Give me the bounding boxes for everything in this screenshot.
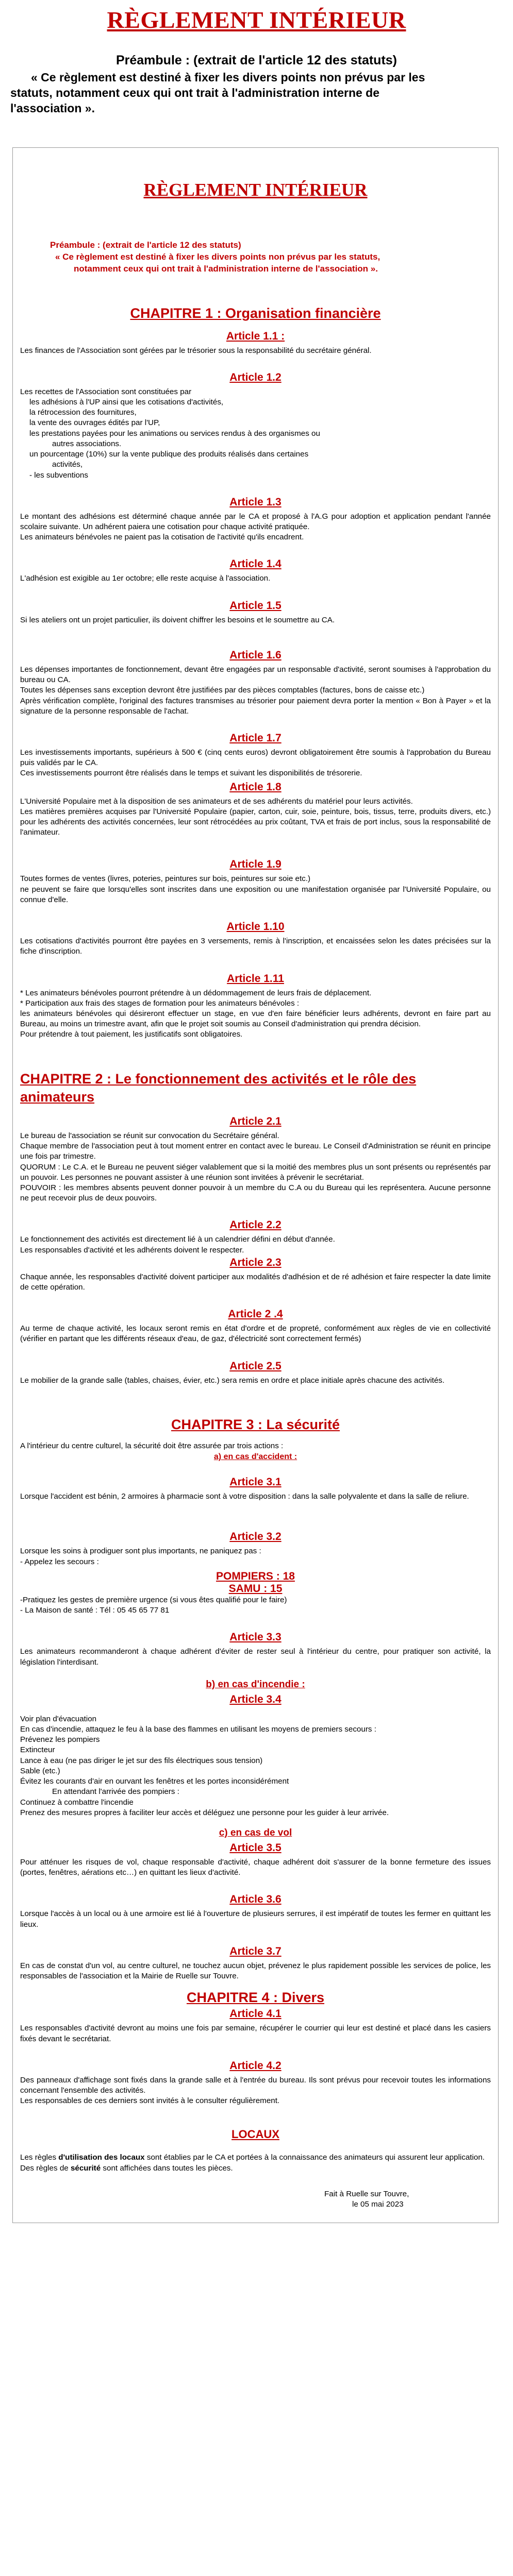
article-1-9-text: Toutes formes de ventes (livres, poteries, peintures sur bois, peintures sur soie etc.) [20, 874, 311, 884]
article-3-4-line: Extincteur [20, 1745, 55, 1755]
article-1-8-text: Les matières premières acquises par l'Université Populaire (papier, carton, cuir, soie, peinture, bois, tissus, terre, produits divers, etc.) pour les adhérents des activités concernées, leur sont rétrocédées au prix coûtant, TVA et frais de port inclus, sous la responsabilité de l'animateur. [20, 807, 491, 837]
article-4-2-text: Les responsables de ces derniers sont invités à le consulter régulièrement. [20, 2096, 280, 2106]
locaux-text-bold: sécurité [70, 2163, 101, 2173]
article-1-1-text: Les finances de l'Association sont gérées par le trésorier sous la responsabilité du secrétaire général. [20, 346, 372, 355]
preamble-text [10, 70, 503, 116]
article-1-2-line: la rétrocession des fournitures, [29, 408, 137, 417]
article-2-5-text: Le mobilier de la grande salle (tables, chaises, évier, etc.) sera remis en ordre et place initiale après chacune des activités. [20, 1376, 445, 1385]
article-1-11-text: * Participation aux frais des stages de formation pour les animateurs bénévoles : [20, 998, 300, 1008]
article-1-8-title: Article 1.8 [229, 781, 282, 793]
article-1-2-line: un pourcentage (10%) sur la vente publique des produits réalisés dans certaines [29, 450, 309, 459]
article-3-3-title: Article 3.3 [229, 1631, 282, 1643]
signature-place: Fait à Ruelle sur Touvre, [324, 2189, 409, 2198]
article-4-1-text: Les responsables d'activité devront au moins une fois par semaine, récupérer le courrier qui leur est destiné et placé dans les casiers fixés devant le secrétariat. [20, 2024, 491, 2043]
article-1-2-title: Article 1.2 [229, 371, 282, 383]
inner-preamble-line: notamment ceux qui ont trait à l'administration interne de l'association ». [74, 263, 378, 274]
article-3-1-title: Article 3.1 [229, 1476, 282, 1488]
article-2-3-title: Article 2.3 [229, 1256, 282, 1268]
article-3-2-title: Article 3.2 [229, 1531, 282, 1543]
article-3-2-text: Lorsque les soins à prodiguer sont plus importants, ne paniquez pas : [20, 1547, 261, 1556]
locaux-text [20, 2153, 491, 2163]
article-2-2-text: Les responsables d'activité et les adhérents doivent le respecter. [20, 1245, 244, 1255]
inner-preamble [50, 240, 491, 275]
article-1-2-line: les adhésions à l'UP ainsi que les cotisations d'activités, [29, 398, 224, 407]
article-1-11-title: Article 1.11 [227, 972, 284, 985]
article-1-10-title: Article 1.10 [226, 921, 285, 933]
article-1-9-title: Article 1.9 [229, 858, 282, 871]
article-1-2-line: - les subventions [29, 470, 88, 480]
article-1-5-text: Si les ateliers ont un projet particulier, ils doivent chiffrer les besoins et le soumettre au CA. [20, 615, 335, 624]
article-1-9-text: ne peuvent se faire que lorsqu'elles sont inscrites dans une exposition ou une manifestation organisée par l'Université Populaire, ou connue d'elle. [20, 885, 491, 904]
article-1-3-text: Les animateurs bénévoles ne paient pas la cotisation de l'activité qu'ils encadrent. [20, 533, 304, 542]
article-3-3-text: Les animateurs recommanderont à chaque adhérent d'éviter de rester seul à l'intérieur du centre, pour pratiquer son activité, la législation l'interdisant. [20, 1647, 491, 1667]
article-3-4-line: Continuez à combattre l'incendie [20, 1798, 134, 1807]
article-1-10-text: Les cotisations d'activités pourront être payées en 3 versements, remis à l'inscription, et encaissées selon les dates précisées sur la fiche d'inscription. [20, 937, 491, 956]
article-3-4-line: Évitez les courants d'air en ourvant les fenêtres et les portes inconsidérément [20, 1777, 289, 1786]
section-incendie-title: b) en cas d'incendie : [206, 1679, 305, 1690]
article-1-6-text: Après vérification complète, l'original des factures transmises au trésorier pour paiement devra porter la mention « Bon à Payer » et la signature de la personne responsable de l'achat. [20, 696, 491, 716]
article-1-4-text: L'adhésion est exigible au 1er octobre; elle reste acquise à l'association. [20, 574, 271, 583]
article-3-6-title: Article 3.6 [229, 1893, 282, 1906]
article-4-2-title: Article 4.2 [229, 2059, 282, 2072]
locaux-text [20, 2163, 491, 2174]
article-3-4-line: Prenez des mesures propres à faciliter leur accès et déléguez une personne pour les guider à leur arrivée. [20, 1808, 389, 1817]
article-3-4-line: Lance à eau (ne pas diriger le jet sur des fils électriques sous tension) [20, 1756, 263, 1765]
article-3-4-line: Prévenez les pompiers [20, 1735, 100, 1744]
article-3-4-title: Article 3.4 [229, 1693, 282, 1705]
article-1-5-title: Article 1.5 [229, 599, 282, 612]
article-1-3-text: Le montant des adhésions est déterminé chaque année par le CA et proposé à l'A.G pour adoption et application pendant l'année scolaire suivante. Un adhérent paiera une cotisation pour chaque activité pratiquée. [20, 512, 491, 531]
article-4-2-text: Des panneaux d'affichage sont fixés dans la grande salle et à l'entrée du bureau. Ils sont prévus pour recevoir toutes les informations concernant l'ensemble des activités. [20, 2075, 491, 2095]
main-title: RÈGLEMENT INTÉRIEUR [107, 7, 406, 33]
article-2-4-text: Au terme de chaque activité, les locaux seront remis en état d'ordre et de propreté, conformément aux règles de vie en collectivité (vérifier en partant que les différents réseaux d'eau, de gaz, d'électricité sont correctement fermés) [20, 1324, 491, 1344]
article-1-1-title: Article 1.1 : [226, 330, 285, 342]
article-3-2-text: - Appelez les secours : [20, 1557, 99, 1566]
signature-block [324, 2189, 491, 2210]
article-3-2-text: -Pratiquez les gestes de première urgence (si vous êtes qualifié pour le faire) [20, 1595, 287, 1604]
article-2-1-text: Chaque membre de l'association peut à tout moment entrer en contact avec le bureau. Le Conseil d'Administration se réunit en principe une fois par trimestre. [20, 1142, 491, 1161]
article-1-11-text: les animateurs bénévoles qui désireront effectuer un stage, en vue d'en faire bénéficier leurs adhérents, devront en faire part au Bureau, au moins un trimestre avant, afin que le projet soit soumis au Conseil d'administration qui prendra décision. [20, 1009, 491, 1029]
locaux-text-part: Les règles [20, 2153, 59, 2162]
article-2-3-text: Chaque année, les responsables d'activité doivent participer aux modalités d'adhésion et de ré adhésion et faire respecter la date limite de cette opération. [20, 1272, 491, 1292]
article-1-2-line: activités, [52, 460, 83, 469]
preamble-line: statuts, notamment ceux qui ont trait à l'administration interne de [10, 86, 380, 99]
preamble-line: « Ce règlement est destiné à fixer les divers points non prévus par les [31, 71, 425, 84]
article-3-6-text: Lorsque l'accès à un local ou à une armoire est lié à l'ouverture de plusieurs serrures, il est impératif de toutes les fermer en quittant les lieux. [20, 1909, 491, 1929]
article-3-4-line: En cas d'incendie, attaquez le feu à la base des flammes en utilisant les moyens de premiers secours : [20, 1724, 376, 1734]
locaux-text-part: Des règles de [20, 2163, 71, 2173]
samu-number: SAMU : 15 [228, 1582, 283, 1595]
locaux-title: LOCAUX [231, 2128, 279, 2141]
chapter-3-intro: A l'intérieur du centre culturel, la sécurité doit être assurée par trois actions : [20, 1442, 284, 1451]
signature-date: le 05 mai 2023 [352, 2200, 404, 2209]
locaux-text-bold: d'utilisation des locaux [58, 2153, 145, 2162]
article-1-2-line: autres associations. [52, 439, 122, 448]
article-1-11-text: * Les animateurs bénévoles pourront prétendre à un dédommagement de leurs frais de déplacement. [20, 988, 372, 997]
inner-preamble-title: Préambule : (extrait de l'article 12 des statuts) [50, 240, 241, 250]
preamble-line: l'association ». [10, 101, 95, 115]
chapter-4-title: CHAPITRE 4 : Divers [186, 1990, 325, 2006]
inner-title: RÈGLEMENT INTÉRIEUR [143, 179, 368, 200]
section-accident-title: a) en cas d'accident : [213, 1452, 297, 1462]
article-2-5-title: Article 2.5 [229, 1360, 282, 1372]
article-2-1-text: Le bureau de l'association se réunit sur convocation du Secrétaire général. [20, 1131, 279, 1140]
article-1-7-text: Ces investissements pourront être réalisés dans le temps et suivant les disponibilités de trésorerie. [20, 769, 362, 778]
article-2-1-title: Article 2.1 [229, 1115, 282, 1127]
inner-document-frame [12, 147, 499, 2223]
article-1-2-line: les prestations payées pour les animations ou services rendus à des organismes ou [29, 429, 320, 438]
article-3-7-title: Article 3.7 [229, 1945, 282, 1957]
pompiers-number: POMPIERS : 18 [216, 1570, 295, 1582]
article-3-4-line: Sable (etc.) [20, 1766, 60, 1775]
section-vol-title: c) en cas de vol [219, 1827, 292, 1838]
article-2-1-text: POUVOIR : les membres absents peuvent donner pouvoir à un membre du C.A ou du Bureau qui les représentera. Aucune personne ne peut recevoir plus de deux pouvoirs. [20, 1183, 491, 1203]
article-3-4-line: Voir plan d'évacuation [20, 1714, 97, 1723]
article-3-7-text: En cas de constat d'un vol, au centre culturel, ne touchez aucun objet, prévenez le plus rapidement possible les services de police, les responsables de l'association et la Mairie de Ruelle sur Touvre. [20, 1961, 491, 1981]
article-1-11-text: Pour prétendre à tout paiement, les justificatifs sont obligatoires. [20, 1030, 243, 1039]
locaux-text-part: sont établies par le CA et portées à la connaissance des animateurs qui assurent leur application. [144, 2153, 485, 2162]
article-3-2-text: - La Maison de santé : Tél : 05 45 65 77 81 [20, 1606, 170, 1615]
article-3-5-text: Pour atténuer les risques de vol, chaque responsable d'activité, chaque adhérent doit s'assurer de la bonne fermeture des issues (portes, fenêtres, aérations etc…) en quittant les lieux d'activité. [20, 1857, 491, 1877]
article-1-6-text: Toutes les dépenses sans exception devront être justifiées par des pièces comptables (factures, bons de caisse etc.) [20, 686, 425, 695]
article-1-4-title: Article 1.4 [229, 558, 282, 570]
article-1-2-line: la vente des ouvrages édités par l'UP, [29, 418, 160, 428]
article-3-5-title: Article 3.5 [229, 1841, 282, 1854]
article-1-7-title: Article 1.7 [229, 732, 282, 744]
chapter-2-title: CHAPITRE 2 : Le fonctionnement des activités et le rôle des animateurs [20, 1071, 417, 1105]
article-2-1-text: QUORUM : Le C.A. et le Bureau ne peuvent siéger valablement que si la moitié des membres plus un sont présents ou représentés par un pouvoir. Les personnes ne pouvant assister à une réunion sont invitées à prévenir le secrétariat. [20, 1162, 491, 1182]
article-2-2-title: Article 2.2 [229, 1219, 282, 1231]
article-4-1-title: Article 4.1 [229, 2008, 282, 2020]
article-1-2-line: Les recettes de l'Association sont constituées par [20, 387, 192, 396]
preamble-title: Préambule : (extrait de l'article 12 des statuts) [115, 53, 398, 67]
article-1-6-text: Les dépenses importantes de fonctionnement, devant être engagées par un responsable d'activité, seront soumises à l'approbation du bureau ou CA. [20, 665, 491, 685]
article-3-1-text: Lorsque l'accident est bénin, 2 armoires à pharmacie sont à votre disposition : dans la salle polyvalente et dans la salle de reliure. [20, 1492, 469, 1501]
article-3-4-line: En attendant l'arrivée des pompiers : [52, 1787, 179, 1797]
inner-preamble-line: « Ce règlement est destiné à fixer les divers points non prévus par les statuts, [55, 251, 380, 262]
article-1-8-text: L'Université Populaire met à la disposition de ses animateurs et de ses adhérents du matériel pour leurs activités. [20, 796, 413, 806]
article-1-7-text: Les investissements importants, supérieurs à 500 € (cinq cents euros) devront obligatoirement être soumis à l'approbation du Bureau puis validés par le CA. [20, 748, 491, 768]
locaux-text-part: sont affichées dans toutes les pièces. [101, 2163, 233, 2173]
chapter-1-title: CHAPITRE 1 : Organisation financière [130, 306, 381, 321]
article-1-3-title: Article 1.3 [229, 496, 282, 508]
chapter-3-title: CHAPITRE 3 : La sécurité [171, 1416, 340, 1432]
article-2-4-title: Article 2 .4 [228, 1308, 283, 1320]
article-2-2-text: Le fonctionnement des activités est directement lié à un calendrier défini en début d'année. [20, 1235, 335, 1244]
article-1-6-title: Article 1.6 [229, 649, 282, 661]
